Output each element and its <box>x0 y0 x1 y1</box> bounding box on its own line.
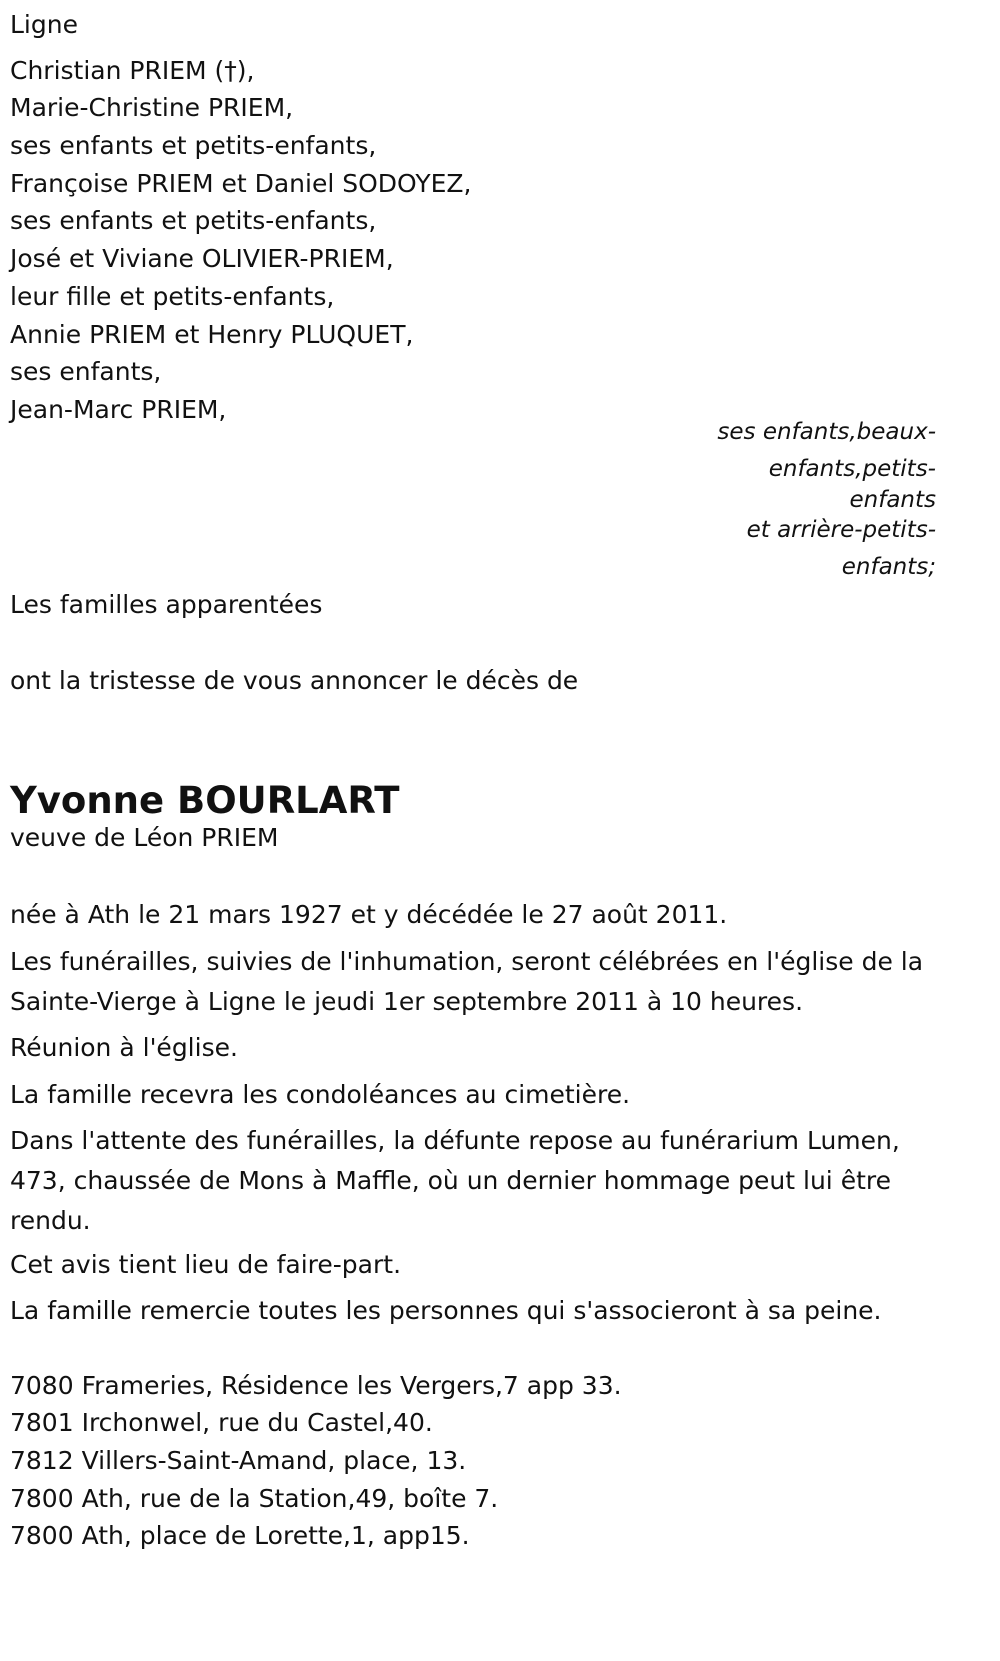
family-line: leur fille et petits-enfants, <box>10 282 335 311</box>
meeting-paragraph: Réunion à l'église. <box>10 1033 238 1062</box>
family-line: Annie PRIEM et Henry PLUQUET, <box>10 320 414 349</box>
birth-death-text: née à Ath le 21 mars 1927 et y décédée le 27 août 2011. <box>10 900 728 929</box>
address-line: 7800 Ath, rue de la Station,49, boîte 7. <box>10 1484 499 1513</box>
address-line: 7801 Irchonwel, rue du Castel,40. <box>10 1408 433 1437</box>
family-line: Christian PRIEM (†), <box>10 56 255 85</box>
family-line: José et Viviane OLIVIER-PRIEM, <box>10 244 394 273</box>
announcement-text: ont la tristesse de vous annoncer le décès de <box>10 666 579 695</box>
condolences-paragraph: La famille recevra les condoléances au cimetière. <box>10 1080 631 1109</box>
deceased-name: Yvonne BOURLART <box>10 779 400 822</box>
address-line: 7800 Ath, place de Lorette,1, app15. <box>10 1521 470 1550</box>
family-line: ses enfants et petits-enfants, <box>10 131 377 160</box>
notice-paragraph: Cet avis tient lieu de faire-part. <box>10 1250 402 1279</box>
funeral-paragraph: Les funérailles, suivies de l'inhumation, seront célébrées en l'église de la Sainte-Vierge à Ligne le jeudi 1er septembre 2011 à 10 heures. <box>10 947 924 1016</box>
grandchildren-line: enfants,petits- <box>768 456 936 482</box>
related-families: Les familles apparentées <box>10 590 323 619</box>
widow-of: veuve de Léon PRIEM <box>10 823 279 852</box>
address-line: 7080 Frameries, Résidence les Vergers,7 app 33. <box>10 1371 622 1400</box>
place-heading: Ligne <box>10 10 78 39</box>
grandchildren-line: et arrière-petits- <box>746 517 936 543</box>
thanks-paragraph: La famille remercie toutes les personnes qui s'associeront à sa peine. <box>10 1296 882 1325</box>
rest-paragraph: Dans l'attente des funérailles, la défunte repose au funérarium Lumen, 473, chaussée de Mons à Maffle, où un dernier hommage peut lui être rendu. <box>10 1126 900 1235</box>
family-line: ses enfants, <box>10 357 162 386</box>
grandchildren-block <box>536 414 936 586</box>
family-line: Marie-Christine PRIEM, <box>10 93 294 122</box>
grandchildren-line: enfants <box>849 487 936 513</box>
family-line: Jean-Marc PRIEM, <box>10 395 227 424</box>
family-line: ses enfants et petits-enfants, <box>10 206 377 235</box>
grandchildren-line: enfants; <box>841 554 936 580</box>
grandchildren-line: ses enfants,beaux- <box>717 419 936 445</box>
family-line: Françoise PRIEM et Daniel SODOYEZ, <box>10 169 472 198</box>
address-line: 7812 Villers-Saint-Amand, place, 13. <box>10 1446 467 1475</box>
